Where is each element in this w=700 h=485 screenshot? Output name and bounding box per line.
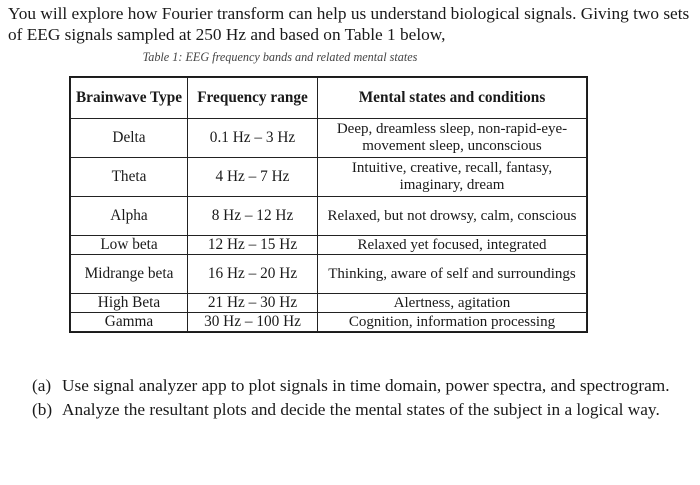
brainwave-type-cell: Gamma: [71, 313, 188, 332]
frequency-range-cell: 16 Hz – 20 Hz: [188, 255, 318, 294]
mental-states-cell: Intuitive, creative, recall, fantasy, imaginary, dream: [318, 158, 587, 197]
table-row: [71, 158, 587, 197]
frequency-range-cell: 30 Hz – 100 Hz: [188, 313, 318, 332]
frequency-range-cell: 8 Hz – 12 Hz: [188, 197, 318, 236]
intro-paragraph: You will explore how Fourier transform can help us understand biological signals. Giving two sets of EEG signals sampled at 250 Hz and based on Table 1 below,: [8, 4, 690, 44]
mental-states-cell: Relaxed yet focused, integrated: [318, 236, 587, 255]
table-row: [71, 294, 587, 313]
mental-states-cell: Alertness, agitation: [318, 294, 587, 313]
table-row: [71, 197, 587, 236]
frequency-range-cell: 4 Hz – 7 Hz: [188, 158, 318, 197]
table-header-row: [71, 78, 587, 119]
brainwave-type-cell: Low beta: [71, 236, 188, 255]
mental-states-cell: Deep, dreamless sleep, non-rapid-eye-movement sleep, unconscious: [318, 119, 587, 158]
question-label: (b): [32, 400, 53, 419]
question-item: [32, 399, 672, 420]
table-row: [71, 236, 587, 255]
mental-states-cell: Cognition, information processing: [318, 313, 587, 332]
question-item: [32, 375, 672, 396]
table-row: [71, 313, 587, 332]
brainwave-type-cell: Alpha: [71, 197, 188, 236]
table-row: [71, 255, 587, 294]
header-frequency-range: Frequency range: [188, 78, 318, 119]
brainwave-type-cell: High Beta: [71, 294, 188, 313]
frequency-range-cell: 21 Hz – 30 Hz: [188, 294, 318, 313]
table-row: [71, 119, 587, 158]
table-caption: Table 1: EEG frequency bands and related mental states: [142, 50, 418, 64]
eeg-frequency-table: [70, 77, 587, 332]
header-brainwave-type: Brainwave Type: [71, 78, 188, 119]
brainwave-type-cell: Delta: [71, 119, 188, 158]
brainwave-type-cell: Midrange beta: [71, 255, 188, 294]
question-text: Analyze the resultant plots and decide the mental states of the subject in a logical way.: [62, 400, 660, 419]
mental-states-cell: Thinking, aware of self and surroundings: [318, 255, 587, 294]
question-list: [32, 375, 672, 423]
frequency-range-cell: 0.1 Hz – 3 Hz: [188, 119, 318, 158]
frequency-range-cell: 12 Hz – 15 Hz: [188, 236, 318, 255]
brainwave-type-cell: Theta: [71, 158, 188, 197]
mental-states-cell: Relaxed, but not drowsy, calm, conscious: [318, 197, 587, 236]
header-mental-states: Mental states and conditions: [318, 78, 587, 119]
question-text: Use signal analyzer app to plot signals in time domain, power spectra, and spectrogram.: [62, 376, 670, 395]
question-label: (a): [32, 376, 52, 395]
